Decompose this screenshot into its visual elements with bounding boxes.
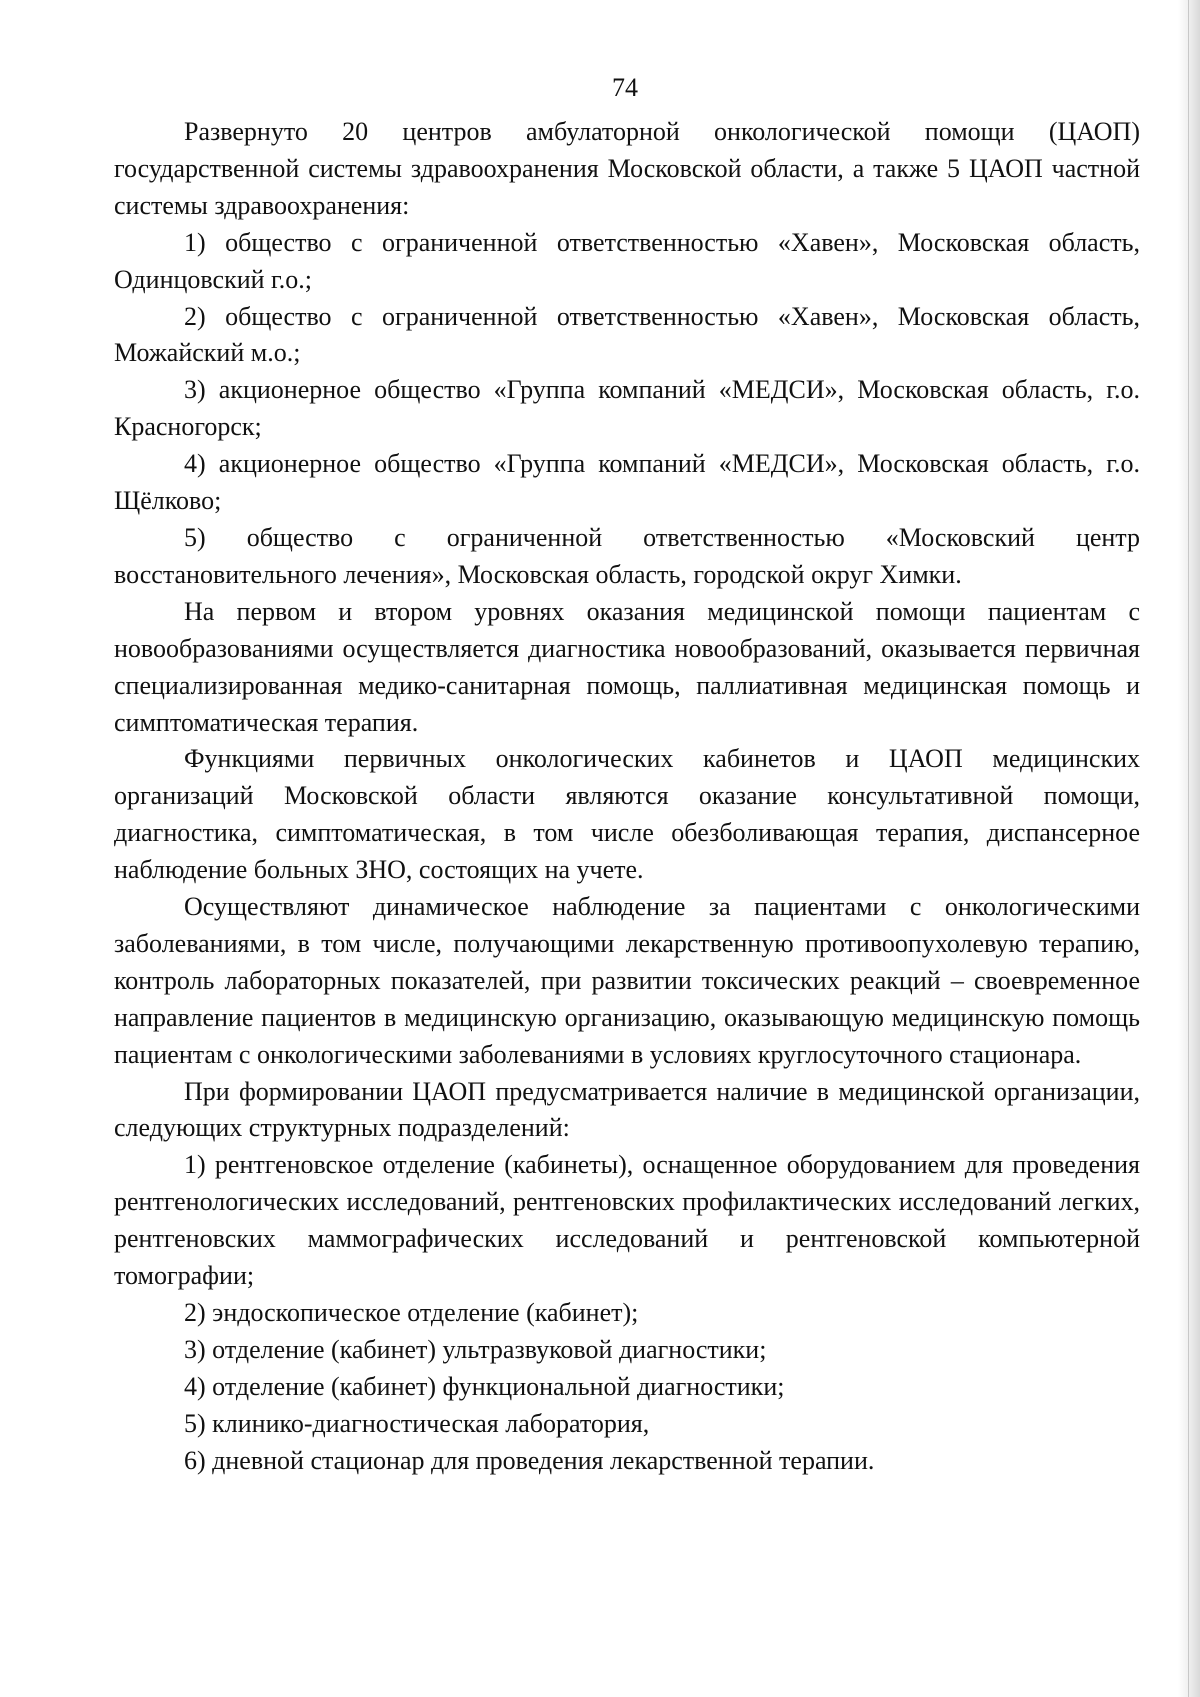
list-item-haven-mozhaysk: 2) общество с ограниченной ответственностью «Хавен», Московская область, Можайский м.о.; [114,301,1140,368]
scan-edge-shadow [1178,0,1200,1697]
paragraph-care-levels: На первом и втором уровнях оказания медицинской помощи пациентам с новообразованиями осуществляется диагностика новообразований, оказывается первичная специализированная медико-санитарная помощь, паллиативная медицинская помощь и симптоматическая терапия. [114,596,1140,737]
paragraph-structure-intro: При формировании ЦАОП предусматривается наличие в медицинской организации, следующих структурных подразделений: [114,1076,1140,1143]
list-item-laboratory: 5) клинико-диагностическая лаборатория, [184,1408,650,1438]
paragraph-functions: Функциями первичных онкологических кабинетов и ЦАОП медицинских организаций Московской области являются оказание консультативной помощи, диагностика, симптоматическая, в том числе обезболивающая терапия, диспансерное наблюдение больных ЗНО, состоящих на учете. [114,744,1140,885]
list-item-xray-department: 1) рентгеновское отделение (кабинеты), оснащенное оборудованием для проведения рентгенологических исследований, рентгеновских профилактических исследований легких, рентгеновских маммографических исследований и рентгеновской компьютерной томографии; [114,1150,1140,1291]
page-number: 74 [612,73,638,102]
list-item-medsi-krasnogorsk: 3) акционерное общество «Группа компаний «МЕДСИ», Московская область, г.о. Красногорск; [114,375,1140,442]
paragraph-intro: Развернуто 20 центров амбулаторной онкологической помощи (ЦАОП) государственной системы здравоохранения Московской области, а также 5 ЦАОП частной системы здравоохранения: [114,117,1140,220]
paragraph-monitoring: Осуществляют динамическое наблюдение за пациентами с онкологическими заболеваниями, в том числе, получающими лекарственную противоопухолевую терапию, контроль лабораторных показателей, при развитии токсических реакций – своевременное направление пациентов в медицинскую организацию, оказывающую медицинскую помощь пациентам с онкологическими заболеваниями в условиях круглосуточного стационара. [114,892,1140,1069]
list-item-functional-diagnostics: 4) отделение (кабинет) функциональной диагностики; [184,1371,785,1401]
list-item-haven-odintsovo: 1) общество с ограниченной ответственностью «Хавен», Московская область, Одинцовский г.о.; [114,227,1140,294]
list-item-ultrasound: 3) отделение (кабинет) ультразвуковой диагностики; [184,1334,767,1364]
list-item-medsi-shchelkovo: 4) акционерное общество «Группа компаний «МЕДСИ», Московская область, г.о. Щёлково; [114,449,1140,516]
list-item-day-hospital: 6) дневной стационар для проведения лекарственной терапии. [184,1445,875,1475]
document-body [114,114,1140,1480]
list-item-moscow-rehab-khimki: 5) общество с ограниченной ответственностью «Московский центр восстановительного лечения», Московская область, городской округ Химки. [114,522,1140,589]
list-item-endoscopy: 2) эндоскопическое отделение (кабинет); [184,1298,639,1327]
